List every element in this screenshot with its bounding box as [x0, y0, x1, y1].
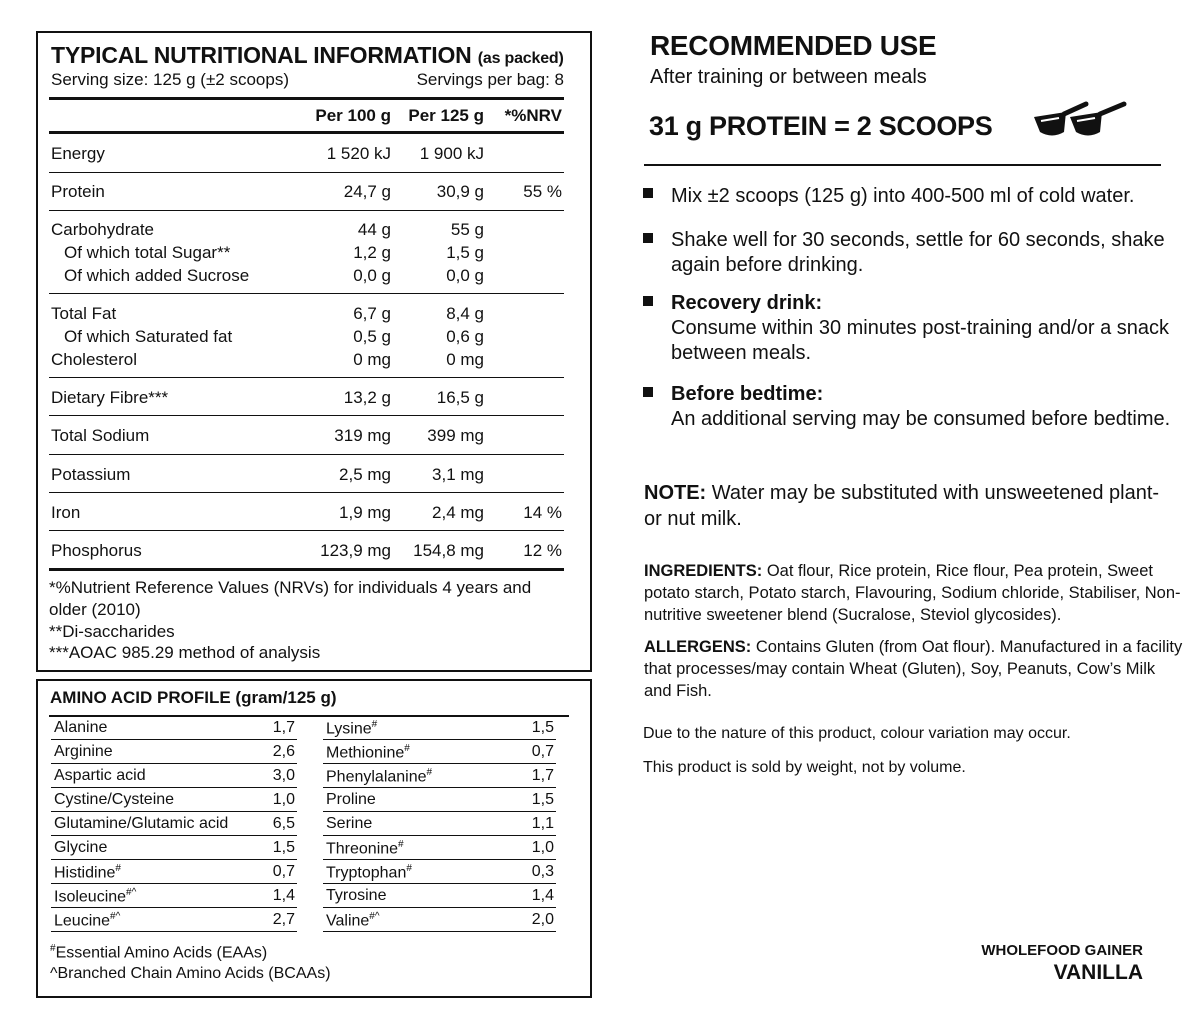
amino-row — [51, 788, 297, 812]
bullet-icon — [643, 296, 653, 306]
row-per100: 1,9 mg — [339, 503, 391, 522]
amino-name-text: Lysine — [326, 720, 372, 738]
amino-row — [51, 860, 297, 884]
amino-name-text: Cystine/Cysteine — [54, 791, 175, 808]
amino-name — [326, 767, 432, 786]
amino-name — [54, 743, 113, 761]
row-per125: 3,1 mg — [432, 465, 484, 484]
amino-name — [54, 911, 120, 930]
amino-mark: # — [404, 743, 410, 754]
amino-acid-profile — [36, 679, 592, 998]
bedtime-heading: Before bedtime: — [671, 383, 824, 405]
row-per100: 319 mg — [334, 426, 391, 445]
amino-name — [326, 791, 376, 809]
amino-value: 1,1 — [531, 815, 554, 832]
amino-mark: # — [115, 863, 121, 874]
row-per125: 8,4 g — [446, 304, 484, 323]
nutrition-title: TYPICAL NUTRITIONAL INFORMATION (as packed) — [51, 42, 564, 68]
eaa-mark: # — [50, 943, 56, 954]
amino-name-text: Proline — [326, 791, 376, 808]
colour-note: Due to the nature of this product, colour variation may occur. — [643, 725, 1071, 742]
amino-name — [54, 719, 107, 737]
eaa-text: Essential Amino Acids (EAAs) — [55, 944, 268, 962]
protein-per-scoops: 31 g PROTEIN = 2 SCOOPS — [649, 111, 993, 141]
row-per125: 0,6 g — [446, 327, 484, 346]
row-label: Of which total Sugar** — [64, 243, 231, 262]
amino-row — [323, 788, 556, 812]
row-per100: 1 520 kJ — [326, 144, 391, 163]
row-per125: 55 g — [450, 220, 484, 239]
divider — [49, 210, 564, 211]
amino-name-text: Glycine — [54, 839, 108, 856]
row-per125: 399 mg — [427, 426, 484, 445]
amino-name — [54, 815, 228, 833]
row-label: Potassium — [51, 465, 131, 484]
header-per100: Per 100 g — [315, 106, 391, 125]
amino-value: 1,4 — [531, 887, 554, 904]
instruction-bedtime — [671, 382, 1176, 432]
note-label: NOTE: — [644, 482, 707, 504]
amino-value: 1,7 — [272, 719, 295, 736]
row-nrv: 12 % — [523, 541, 562, 560]
footnote-eaa — [50, 943, 267, 962]
amino-value: 1,0 — [531, 839, 554, 856]
row-per100: 6,7 g — [353, 304, 391, 323]
amino-title: AMINO ACID PROFILE (gram/125 g) — [50, 688, 337, 707]
amino-value: 0,3 — [531, 863, 554, 880]
amino-value: 1,0 — [272, 791, 295, 808]
instruction-recovery — [671, 291, 1176, 366]
amino-value: 1,4 — [272, 887, 295, 904]
bullet-icon — [643, 188, 653, 198]
footnote-nrv-cont: older (2010) — [49, 600, 141, 619]
divider — [49, 568, 564, 571]
row-per125: 2,4 mg — [432, 503, 484, 522]
note-text: Water may be substituted with unsweetened plant- or nut milk. — [644, 482, 1160, 530]
amino-name-text: Leucine — [54, 912, 111, 930]
row-label: Energy — [51, 144, 105, 163]
divider — [49, 131, 564, 134]
row-nrv: 55 % — [523, 182, 562, 201]
amino-value: 2,0 — [531, 911, 554, 928]
row-per100: 123,9 mg — [320, 541, 391, 560]
amino-row — [323, 908, 556, 932]
divider — [49, 492, 564, 493]
instruction-shake: Shake well for 30 seconds, settle for 60 seconds, shake again before drinking. — [671, 229, 1165, 276]
amino-name-text: Histidine — [54, 864, 116, 882]
recovery-heading: Recovery drink: — [671, 292, 823, 314]
row-per100: 0,5 g — [353, 327, 391, 346]
header-per125: Per 125 g — [408, 106, 484, 125]
amino-value: 0,7 — [531, 743, 554, 760]
ingredients-label: INGREDIENTS: — [644, 562, 763, 580]
row-per125: 0,0 g — [446, 266, 484, 285]
header-nrv: *%NRV — [504, 106, 562, 125]
amino-name-text: Aspartic acid — [54, 767, 146, 784]
divider — [49, 377, 564, 378]
bullet-icon — [643, 387, 653, 397]
divider — [49, 172, 564, 173]
row-per100: 24,7 g — [343, 182, 391, 201]
flavour-name: VANILLA — [1053, 961, 1143, 984]
amino-name — [54, 791, 174, 809]
amino-row — [323, 884, 556, 908]
footnote-aoac: ***AOAC 985.29 method of analysis — [49, 643, 321, 662]
amino-name — [54, 887, 136, 906]
ingredients-text: Oat flour, Rice protein, Rice flour, Pea protein, Sweet potato starch, Potato starch, Flavouring, Sodium chloride, Stabiliser, Non-nutritive sweetener blend (Sucralose, Steviol glycosides). — [644, 562, 1181, 624]
row-label: Total Sodium — [51, 426, 150, 445]
row-nrv: 14 % — [523, 503, 562, 522]
amino-mark: # — [406, 863, 412, 874]
amino-name-text: Methionine — [326, 744, 405, 762]
amino-row — [51, 836, 297, 860]
amino-row — [323, 740, 556, 764]
amino-value: 1,5 — [272, 839, 295, 856]
amino-row — [323, 860, 556, 884]
amino-name — [326, 719, 377, 738]
row-per100: 1,2 g — [353, 243, 391, 262]
amino-row — [323, 812, 556, 836]
amino-value: 0,7 — [272, 863, 295, 880]
row-per125: 0 mg — [446, 350, 484, 369]
amino-mark: # — [398, 839, 404, 850]
divider — [49, 415, 564, 416]
row-per125: 154,8 mg — [413, 541, 484, 560]
row-label: Phosphorus — [51, 541, 142, 560]
amino-name-text: Arginine — [54, 743, 113, 760]
amino-row — [51, 716, 297, 740]
row-per100: 0,0 g — [353, 266, 391, 285]
row-per125: 30,9 g — [436, 182, 484, 201]
allergens-text: Contains Gluten (from Oat flour). Manufactured in a facility that processes/may contain Wheat (Gluten), Soy, Peanuts, Cow’s Milk and Fish. — [644, 638, 1183, 700]
amino-row — [323, 836, 556, 860]
amino-mark: #^ — [110, 911, 121, 922]
amino-name — [326, 743, 410, 762]
amino-name-text: Glutamine/Glutamic acid — [54, 815, 229, 832]
row-per100: 2,5 mg — [339, 465, 391, 484]
row-label: Of which added Sucrose — [64, 266, 250, 285]
recovery-text: Consume within 30 minutes post-training and/or a snack between meals. — [671, 317, 1170, 364]
amino-mark: # — [371, 719, 378, 730]
footnote-disaccharides: **Di-saccharides — [49, 622, 175, 641]
divider — [49, 97, 564, 100]
amino-row — [51, 908, 297, 932]
row-label: Carbohydrate — [51, 220, 155, 239]
amino-name — [54, 767, 146, 785]
instruction-mix: Mix ±2 scoops (125 g) into 400-500 ml of cold water. — [671, 185, 1135, 207]
scoop-icon — [1032, 100, 1132, 142]
row-per100: 0 mg — [353, 350, 391, 369]
row-label: Iron — [51, 503, 81, 522]
amino-name — [326, 815, 372, 833]
amino-row — [51, 764, 297, 788]
row-label: Of which Saturated fat — [64, 327, 233, 346]
amino-value: 2,7 — [272, 911, 295, 928]
note — [644, 480, 1164, 532]
amino-mark: #^ — [369, 911, 380, 922]
divider — [49, 530, 564, 531]
amino-row — [323, 764, 556, 788]
nutrition-table — [36, 31, 592, 672]
amino-name-text: Phenylalanine — [326, 768, 427, 786]
footnote-bcaa: ^Branched Chain Amino Acids (BCAAs) — [50, 965, 331, 982]
amino-name — [326, 911, 380, 930]
row-per125: 1 900 kJ — [419, 144, 484, 163]
ingredients — [644, 560, 1184, 626]
allergens — [644, 636, 1184, 702]
amino-name — [326, 863, 412, 882]
servings-per-bag: Servings per bag: 8 — [416, 70, 564, 89]
row-label: Dietary Fibre*** — [51, 388, 169, 407]
amino-value: 2,6 — [272, 743, 295, 760]
row-per100: 13,2 g — [343, 388, 391, 407]
amino-name-text: Alanine — [54, 719, 108, 736]
divider — [49, 293, 564, 294]
amino-value: 3,0 — [272, 767, 295, 784]
bullet-icon — [643, 233, 653, 243]
divider — [644, 164, 1161, 166]
amino-value: 1,5 — [531, 719, 554, 736]
amino-mark: #^ — [126, 887, 137, 898]
amino-name — [326, 839, 404, 858]
weight-note: This product is sold by weight, not by volume. — [643, 759, 966, 776]
amino-name-text: Tryptophan — [326, 864, 407, 882]
amino-name-text: Threonine — [326, 840, 399, 858]
amino-name-text: Valine — [326, 912, 370, 930]
amino-row — [51, 884, 297, 908]
nutrition-title-suffix: (as packed) — [477, 50, 564, 67]
amino-value: 6,5 — [272, 815, 295, 832]
amino-value: 1,7 — [531, 767, 554, 784]
row-label: Cholesterol — [51, 350, 137, 369]
amino-name-text: Isoleucine — [54, 888, 127, 906]
footnote-nrv: *%Nutrient Reference Values (NRVs) for individuals 4 years and — [49, 578, 532, 597]
amino-row — [323, 716, 556, 740]
row-per125: 1,5 g — [446, 243, 484, 262]
row-per100: 44 g — [357, 220, 391, 239]
row-label: Total Fat — [51, 304, 117, 323]
divider — [49, 454, 564, 455]
bedtime-text: An additional serving may be consumed before bedtime. — [671, 408, 1171, 430]
amino-name — [54, 839, 107, 857]
product-name: WHOLEFOOD GAINER — [981, 942, 1143, 959]
serving-size: Serving size: 125 g (±2 scoops) — [51, 70, 289, 89]
amino-value: 1,5 — [531, 791, 554, 808]
amino-name-text: Serine — [326, 815, 373, 832]
allergens-label: ALLERGENS: — [644, 638, 752, 656]
recommended-title: RECOMMENDED USE — [650, 30, 937, 61]
amino-name — [326, 887, 386, 905]
amino-name-text: Tyrosine — [326, 887, 387, 904]
amino-row — [51, 812, 297, 836]
row-per125: 16,5 g — [436, 388, 484, 407]
amino-mark: # — [426, 767, 433, 778]
amino-row — [51, 740, 297, 764]
recommended-subtitle: After training or between meals — [650, 66, 927, 88]
row-label: Protein — [51, 182, 105, 201]
amino-name — [54, 863, 121, 882]
